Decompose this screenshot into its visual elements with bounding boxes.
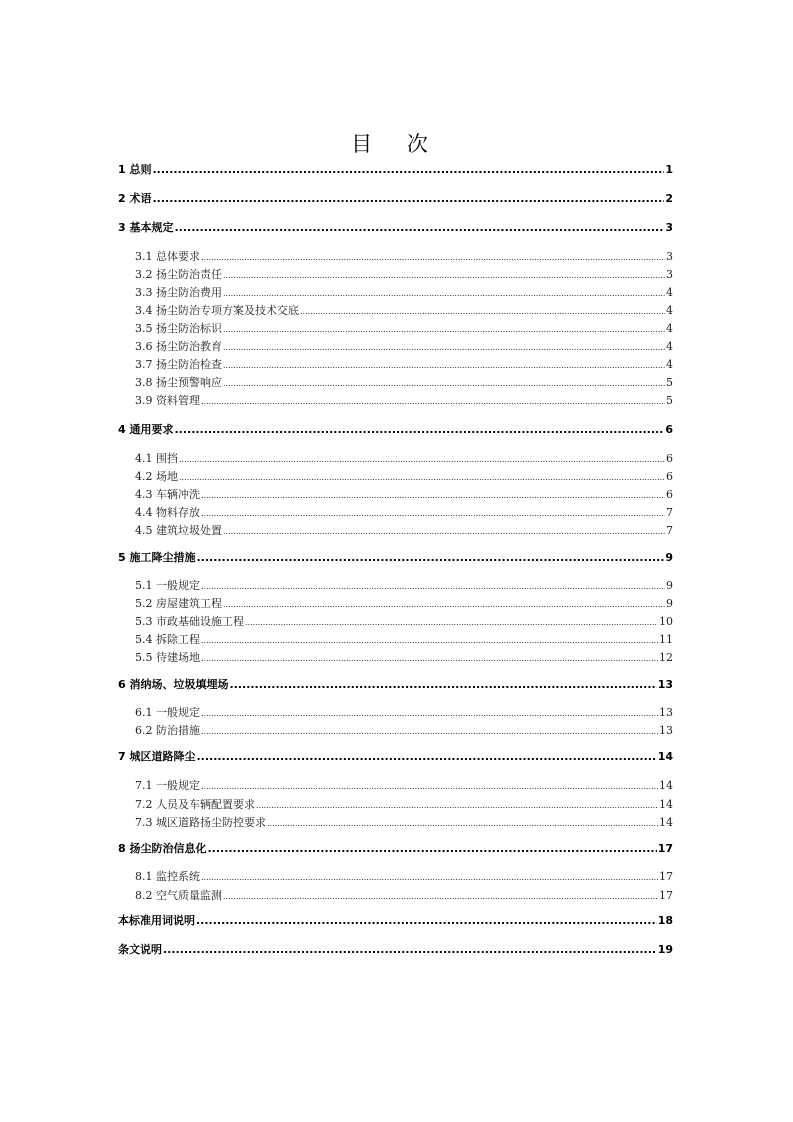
toc-page-number: 3 — [665, 221, 673, 234]
toc-entry-2[interactable] — [118, 191, 673, 207]
toc-page-number: 9 — [665, 551, 673, 564]
toc-subentry-4-1[interactable] — [135, 451, 673, 466]
toc-subentry-3-9[interactable] — [135, 393, 673, 408]
toc-subentry-7-1[interactable] — [135, 778, 673, 793]
dot-leader — [201, 506, 665, 521]
toc-page-number: 19 — [657, 943, 673, 956]
toc-subentry-8-1[interactable] — [135, 869, 673, 884]
toc-subentry-4-4[interactable] — [135, 505, 673, 520]
dot-leader — [223, 597, 665, 612]
toc-subentry-5-4[interactable] — [135, 632, 673, 647]
toc-label: 条文说明 — [118, 943, 162, 956]
toc-label: 2 术语 — [118, 192, 152, 205]
dot-leader — [201, 724, 658, 739]
toc-label: 8.1 监控系统 — [135, 870, 200, 883]
toc-subentry-5-1[interactable] — [135, 578, 673, 593]
dot-leader — [201, 870, 658, 885]
toc-entry-6[interactable] — [118, 677, 673, 693]
toc-page-number: 17 — [659, 870, 673, 883]
toc-label: 8.2 空气质量监测 — [135, 889, 222, 902]
toc-label: 4 通用要求 — [118, 423, 174, 436]
toc-page-number: 4 — [666, 322, 673, 335]
toc-page-number: 17 — [657, 842, 673, 855]
toc-page-number: 6 — [665, 423, 673, 436]
toc-label: 4.4 物料存放 — [135, 506, 200, 519]
toc-subentry-5-3[interactable] — [135, 614, 673, 629]
dot-leader — [223, 376, 665, 391]
dot-leader — [163, 942, 657, 958]
toc-page-number: 14 — [659, 779, 673, 792]
toc-label: 3.1 总体要求 — [135, 250, 200, 263]
toc-page-number: 12 — [659, 651, 673, 664]
toc-page-number: 5 — [666, 376, 673, 389]
toc-page-number: 7 — [666, 524, 673, 537]
toc-label: 5.5 待建场地 — [135, 651, 200, 664]
toc-subentry-7-2[interactable] — [135, 797, 673, 812]
toc-label: 7.2 人员及车辆配置要求 — [135, 798, 255, 811]
toc-page-number: 5 — [666, 394, 673, 407]
dot-leader — [223, 524, 665, 539]
toc-label: 7 城区道路降尘 — [118, 750, 196, 763]
toc-page-number: 6 — [666, 452, 673, 465]
toc-subentry-5-5[interactable] — [135, 650, 673, 665]
toc-page-number: 4 — [666, 286, 673, 299]
toc-entry-8[interactable] — [118, 841, 673, 857]
toc-entry-clause-notes[interactable] — [118, 942, 673, 958]
dot-leader — [207, 841, 656, 857]
toc-label: 3 基本规定 — [118, 221, 174, 234]
dot-leader — [223, 889, 658, 904]
toc-subentry-3-6[interactable] — [135, 339, 673, 354]
dot-leader — [201, 633, 658, 648]
toc-subentry-3-2[interactable] — [135, 267, 673, 282]
dot-leader — [245, 615, 658, 630]
toc-page-number: 3 — [666, 268, 673, 281]
toc-label: 3.5 扬尘防治标识 — [135, 322, 222, 335]
dot-leader — [223, 268, 665, 283]
dot-leader — [196, 749, 656, 765]
toc-page-number: 14 — [657, 750, 673, 763]
toc-entry-3[interactable] — [118, 220, 673, 236]
toc-label: 4.5 建筑垃圾处置 — [135, 524, 222, 537]
toc-label: 8 扬尘防治信息化 — [118, 842, 207, 855]
toc-subentry-6-2[interactable] — [135, 723, 673, 738]
toc-label: 本标准用词说明 — [118, 914, 195, 927]
dot-leader — [152, 162, 664, 178]
toc-entry-4[interactable] — [118, 422, 673, 438]
dot-leader — [196, 913, 657, 929]
dot-leader — [179, 452, 665, 467]
toc-subentry-3-4[interactable] — [135, 303, 673, 318]
dot-leader — [174, 422, 664, 438]
dot-leader — [201, 250, 665, 265]
dot-leader — [196, 550, 664, 566]
dot-leader — [201, 488, 665, 503]
toc-page-number: 13 — [657, 678, 673, 691]
toc-subentry-3-3[interactable] — [135, 285, 673, 300]
toc-page-number: 9 — [666, 579, 673, 592]
toc-label: 3.2 扬尘防治责任 — [135, 268, 222, 281]
toc-label: 3.4 扬尘防治专项方案及技术交底 — [135, 304, 299, 317]
dot-leader — [223, 340, 665, 355]
toc-label: 7.3 城区道路扬尘防控要求 — [135, 816, 266, 829]
toc-label: 6.2 防治措施 — [135, 724, 200, 737]
toc-page-number: 6 — [666, 470, 673, 483]
toc-subentry-6-1[interactable] — [135, 705, 673, 720]
dot-leader — [179, 470, 665, 485]
toc-page-number: 11 — [659, 633, 673, 646]
toc-page-number: 9 — [666, 597, 673, 610]
toc-label: 3.9 资料管理 — [135, 394, 200, 407]
toc-subentry-4-3[interactable] — [135, 487, 673, 502]
toc-subentry-3-1[interactable] — [135, 249, 673, 264]
toc-label: 3.3 扬尘防治费用 — [135, 286, 222, 299]
toc-label: 5 施工降尘措施 — [118, 551, 196, 564]
toc-entry-usage-terms[interactable] — [118, 913, 673, 929]
toc-subentry-5-2[interactable] — [135, 596, 673, 611]
toc-label: 4.3 车辆冲洗 — [135, 488, 200, 501]
toc-subentry-7-3[interactable] — [135, 815, 673, 830]
dot-leader — [201, 651, 658, 666]
toc-label: 1 总则 — [118, 163, 152, 176]
toc-page-number: 7 — [666, 506, 673, 519]
dot-leader — [201, 706, 658, 721]
toc-page-number: 6 — [666, 488, 673, 501]
toc-page-number: 14 — [659, 816, 673, 829]
dot-leader — [300, 304, 665, 319]
toc-page-number: 4 — [666, 358, 673, 371]
dot-leader — [223, 358, 665, 373]
dot-leader — [201, 394, 665, 409]
toc-label: 4.2 场地 — [135, 470, 178, 483]
dot-leader — [201, 579, 665, 594]
toc-entry-1[interactable] — [118, 162, 673, 178]
toc-label: 4.1 围挡 — [135, 452, 178, 465]
toc-label: 5.2 房屋建筑工程 — [135, 597, 222, 610]
toc-page-number: 3 — [666, 250, 673, 263]
toc-page-number: 13 — [659, 724, 673, 737]
toc-page-number: 10 — [659, 615, 673, 628]
dot-leader — [256, 798, 658, 813]
toc-label: 6 消纳场、垃圾填埋场 — [118, 678, 229, 691]
toc-page-number: 17 — [659, 889, 673, 902]
toc-label: 3.7 扬尘防治检查 — [135, 358, 222, 371]
toc-entry-7[interactable] — [118, 749, 673, 765]
dot-leader — [223, 322, 665, 337]
toc-label: 5.3 市政基础设施工程 — [135, 615, 244, 628]
toc-label: 3.6 扬尘防治教育 — [135, 340, 222, 353]
toc-subentry-8-2[interactable] — [135, 888, 673, 903]
toc-page-number: 14 — [659, 798, 673, 811]
toc-page-number: 2 — [665, 192, 673, 205]
toc-subentry-3-5[interactable] — [135, 321, 673, 336]
dot-leader — [152, 191, 664, 207]
toc-subentry-4-5[interactable] — [135, 523, 673, 538]
dot-leader — [201, 779, 658, 794]
dot-leader — [229, 677, 656, 693]
toc-subentry-4-2[interactable] — [135, 469, 673, 484]
toc-page-number: 13 — [659, 706, 673, 719]
dot-leader — [223, 286, 665, 301]
toc-page-number: 1 — [665, 163, 673, 176]
toc-entry-5[interactable] — [118, 550, 673, 566]
toc-label: 3.8 扬尘预警响应 — [135, 376, 222, 389]
toc-subentry-3-8[interactable] — [135, 375, 673, 390]
toc-page-number: 18 — [657, 914, 673, 927]
toc-subentry-3-7[interactable] — [135, 357, 673, 372]
toc-label: 5.1 一般规定 — [135, 579, 200, 592]
toc-page-number: 4 — [666, 340, 673, 353]
toc-label: 6.1 一般规定 — [135, 706, 200, 719]
toc-label: 5.4 拆除工程 — [135, 633, 200, 646]
dot-leader — [267, 816, 658, 831]
toc-label: 7.1 一般规定 — [135, 779, 200, 792]
dot-leader — [174, 220, 664, 236]
page-title: 目 次 — [351, 132, 442, 156]
toc-page-number: 4 — [666, 304, 673, 317]
